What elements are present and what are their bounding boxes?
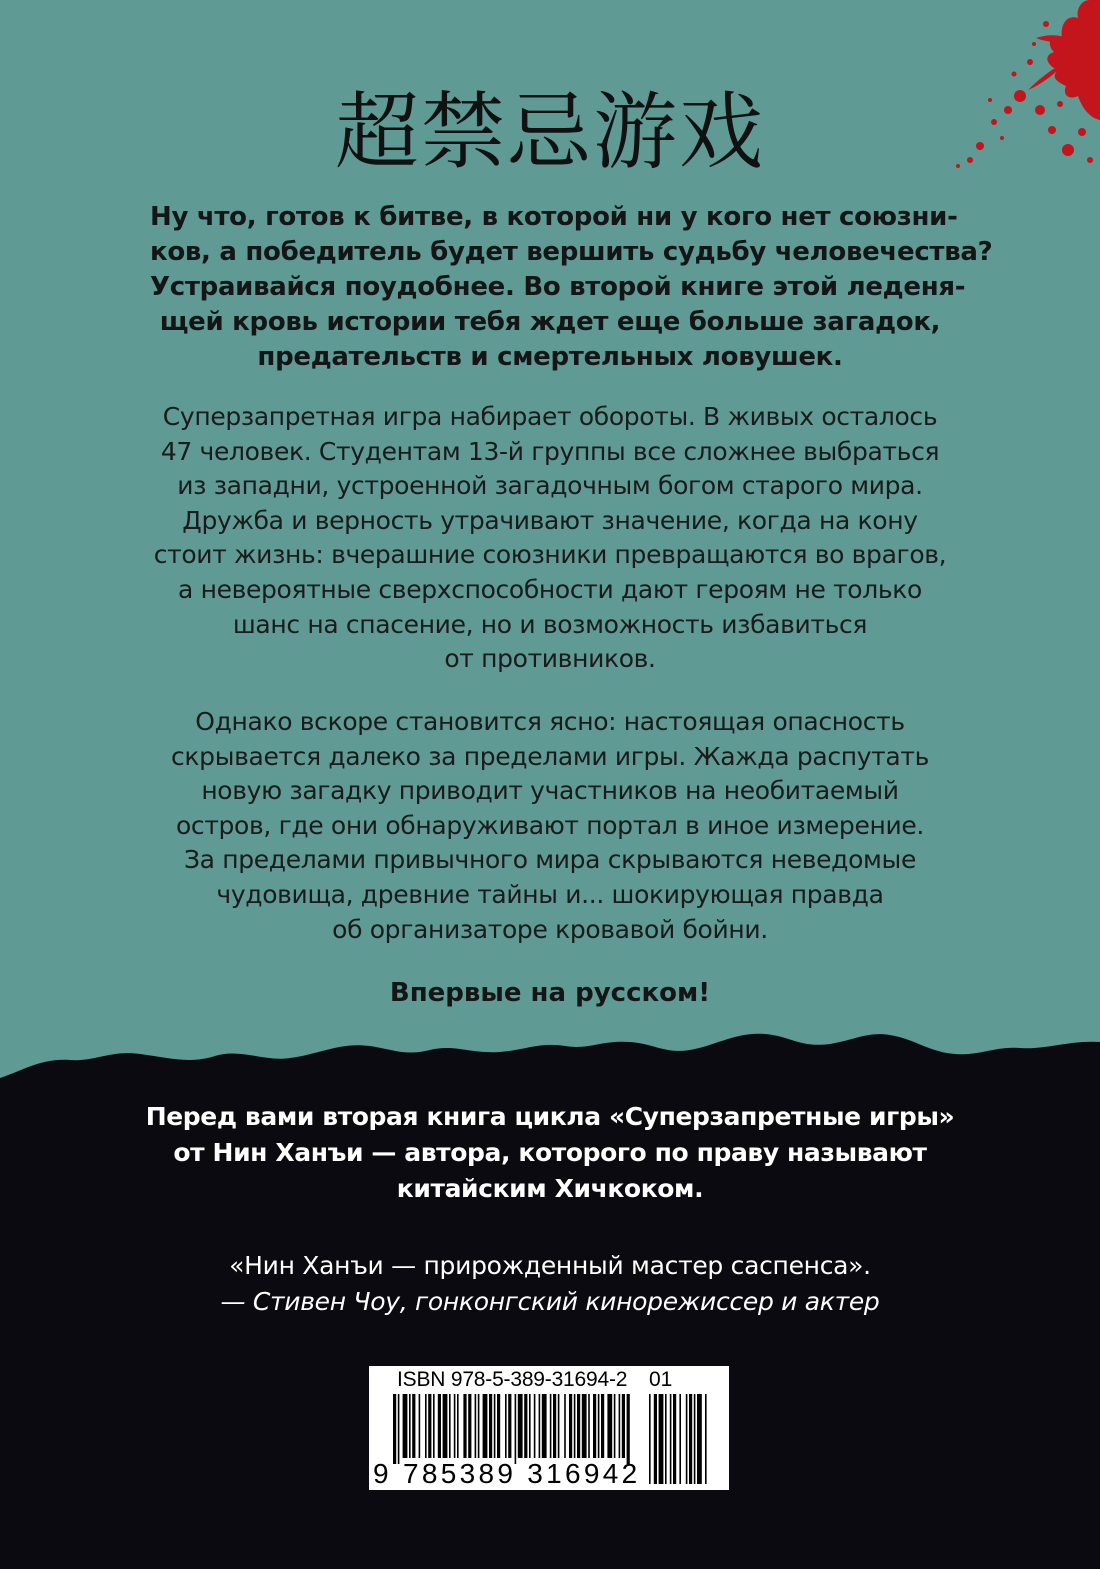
barcode-stripe xyxy=(542,1394,547,1458)
barcode-stripe xyxy=(593,1394,596,1458)
barcode-stripe xyxy=(489,1394,492,1458)
series-note xyxy=(100,1099,1000,1207)
barcode-stripe xyxy=(607,1394,612,1458)
barcode-stripe xyxy=(582,1394,587,1458)
paragraph-line: чудовища, древние тайны и... шокирующая правда xyxy=(216,879,884,909)
barcode-stripe xyxy=(574,1394,576,1458)
paragraph-line: шанс на спасение, но и возможность избавиться xyxy=(232,609,868,639)
lead-paragraph xyxy=(150,200,993,375)
quote-text: «Нин Ханъи — прирожденный мастер саспенса». xyxy=(229,1251,871,1280)
lead-line: щей кровь истории тебя ждет еще больше загадок, xyxy=(159,307,941,337)
paragraph-line: от противников. xyxy=(444,644,656,674)
barcode-stripe xyxy=(483,1394,488,1458)
barcode-stripe xyxy=(569,1394,572,1458)
barcode-stripe xyxy=(412,1394,415,1458)
isbn-label: ISBN 978-5-389-31694-2 xyxy=(397,1368,628,1391)
paragraph-line: Однако вскоре становится ясно: настоящая опасность xyxy=(195,707,905,736)
review-quote xyxy=(100,1248,1000,1320)
barcode-stripe xyxy=(539,1394,541,1458)
paragraph-line: а невероятные сверхспособности дают героям не только xyxy=(178,574,922,604)
paragraph-line: Суперзапретная игра набирает обороты. В живых осталось xyxy=(162,402,938,431)
paragraph-line: скрывается далеко за пределами игры. Жажда распутать xyxy=(171,741,929,771)
barcode-stripe xyxy=(558,1394,560,1458)
barcode-stripe xyxy=(393,1394,396,1464)
barcode-stripe xyxy=(524,1394,527,1458)
paragraph-line: об организаторе кровавой бойни. xyxy=(332,914,768,944)
addon-barcode-stripe xyxy=(705,1394,707,1484)
barcode-stripe xyxy=(475,1394,477,1458)
barcode-stripe xyxy=(449,1394,451,1458)
lead-line: Устраивайся поудобнее. Во второй книге этой леденя- xyxy=(150,272,966,302)
addon-barcode-stripe xyxy=(654,1394,657,1484)
addon-barcode-stripe xyxy=(659,1394,664,1484)
addon-barcode-stripe xyxy=(686,1394,688,1484)
barcode-stripe xyxy=(614,1394,616,1458)
barcode-stripe xyxy=(438,1394,441,1458)
addon-barcode-stripe xyxy=(665,1394,667,1484)
barcode-stripe xyxy=(468,1394,471,1458)
addon-barcode-stripe xyxy=(670,1394,672,1484)
synopsis-paragraph-1 xyxy=(150,400,950,677)
barcode-stripe xyxy=(564,1394,566,1458)
barcode-stripe xyxy=(505,1394,507,1458)
barcode-stripe xyxy=(619,1394,621,1458)
addon-barcode-stripe xyxy=(697,1394,702,1484)
isbn-barcode xyxy=(369,1366,729,1490)
barcode-stripe xyxy=(518,1394,523,1458)
paragraph-line: 47 человек. Студентам 13-й группы все сложнее выбраться xyxy=(160,436,940,466)
barcode-stripe xyxy=(443,1394,448,1458)
paragraph-line: новую загадку приводит участников на необитаемый xyxy=(201,776,899,806)
isbn-addon-code: 01 xyxy=(649,1368,673,1391)
book-title: 超禁忌游戏 xyxy=(334,83,765,181)
barcode-stripe xyxy=(497,1394,500,1458)
series-note-line: китайским Хичкоком. xyxy=(396,1174,704,1203)
barcode-stripe xyxy=(534,1394,536,1458)
barcode-stripe xyxy=(494,1394,496,1458)
barcode-stripe xyxy=(588,1394,590,1458)
barcode-stripe xyxy=(627,1394,630,1464)
barcode-stripe xyxy=(428,1394,431,1458)
addon-barcode-stripe xyxy=(689,1394,692,1484)
paragraph-line: из западни, устроенной загадочным богом старого мира. xyxy=(177,471,923,501)
lead-line: предательств и смертельных ловушек. xyxy=(257,342,843,372)
barcode-stripe xyxy=(515,1394,517,1464)
barcode-stripe xyxy=(529,1394,531,1458)
barcode-stripe xyxy=(398,1394,400,1464)
first-in-russian-tagline: Впервые на русском! xyxy=(389,978,711,1008)
barcode-stripe xyxy=(463,1394,466,1458)
barcode-stripe xyxy=(508,1394,511,1458)
barcode-stripe xyxy=(419,1394,421,1458)
synopsis-paragraph-2 xyxy=(150,705,950,947)
barcode-stripe xyxy=(622,1394,625,1458)
barcode-stripe xyxy=(601,1394,604,1458)
barcode-stripe xyxy=(433,1394,435,1458)
lead-line: ков, а победитель будет вершить судьбу человечества? xyxy=(150,237,993,267)
barcode-stripe xyxy=(425,1394,427,1458)
paragraph-line: остров, где они обнаруживают портал в иное измерение. xyxy=(175,810,924,840)
barcode-stripe xyxy=(454,1394,456,1458)
barcode-digits: 9 785389 316942 xyxy=(373,1458,641,1489)
quote-author: — Стивен Чоу, гонконгский кинорежиссер и актер xyxy=(220,1287,880,1316)
addon-barcode-stripe xyxy=(649,1394,651,1484)
barcode-stripe xyxy=(553,1394,556,1458)
series-note-line: Перед вами вторая книга цикла «Суперзапретные игры» xyxy=(145,1102,955,1131)
addon-barcode-stripe xyxy=(694,1394,696,1484)
paragraph-line: За пределами привычного мира скрываются неведомые xyxy=(184,845,916,875)
barcode-stripe xyxy=(577,1394,580,1458)
paragraph-line: Дружба и верность утрачивают значение, когда на кону xyxy=(182,505,918,535)
barcode-stripe xyxy=(550,1394,552,1458)
series-note-line: от Нин Ханъи — автора, которого по праву называют xyxy=(173,1138,927,1167)
barcode-stripe xyxy=(478,1394,480,1458)
barcode-stripe xyxy=(409,1394,411,1458)
addon-barcode-stripe xyxy=(673,1394,676,1484)
barcode-stripe xyxy=(457,1394,459,1458)
addon-barcode-stripe xyxy=(679,1394,681,1484)
lead-line: Ну что, готов к битве, в которой ни у кого нет союзни- xyxy=(150,202,958,232)
barcode-stripe xyxy=(403,1394,408,1458)
paragraph-line: стоит жизнь: вчерашние союзники превращаются во врагов, xyxy=(153,540,947,570)
barcode-stripe xyxy=(598,1394,600,1458)
